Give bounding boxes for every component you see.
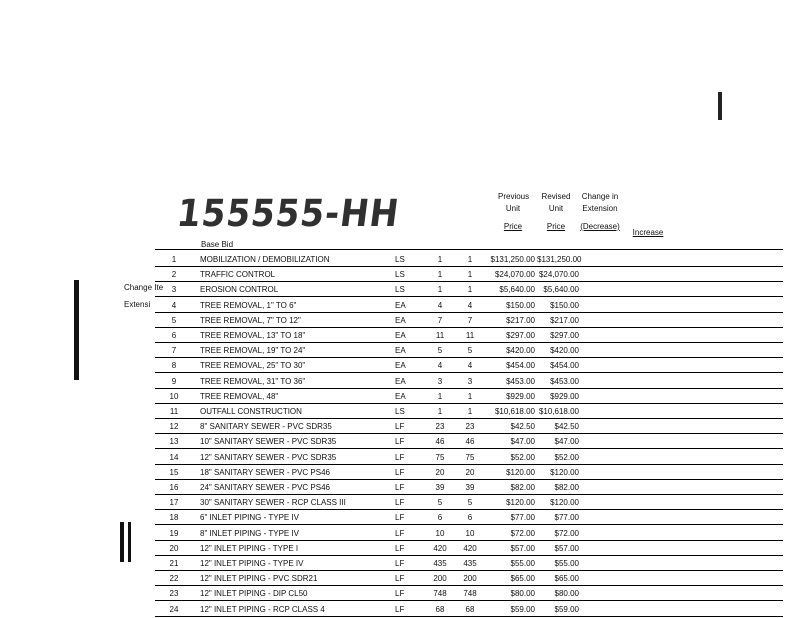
item-unit: EA: [395, 315, 406, 325]
item-description: TREE REMOVAL, 19" TO 24": [200, 346, 306, 356]
item-unit: EA: [395, 391, 406, 401]
item-quantity-revised: 46: [465, 437, 475, 447]
header-revised-unit-price: Revised Unit Price: [541, 192, 571, 231]
item-quantity-previous: 1: [437, 391, 443, 401]
item-number: 22: [169, 574, 179, 584]
item-revised-unit-price: $57.00: [554, 543, 579, 553]
item-previous-unit-price: $453.00: [506, 376, 535, 386]
item-description: TREE REMOVAL, 7" TO 12": [200, 315, 301, 325]
item-previous-unit-price: $77.00: [510, 513, 535, 523]
item-previous-unit-price: $80.00: [510, 589, 535, 599]
item-revised-unit-price: $24,070.00: [538, 270, 579, 280]
item-description: 18" SANITARY SEWER - PVC PS46: [200, 467, 330, 477]
item-number: 3: [171, 285, 177, 295]
header-rule: [155, 249, 783, 250]
item-quantity-previous: 420: [433, 543, 447, 553]
item-previous-unit-price: $57.00: [510, 543, 535, 553]
item-number: 20: [169, 543, 179, 553]
item-unit: LS: [395, 285, 405, 295]
item-number: 13: [169, 437, 179, 447]
item-revised-unit-price: $420.00: [550, 346, 579, 356]
item-number: 18: [169, 513, 179, 523]
item-number: 11: [169, 407, 179, 416]
item-number: 4: [171, 300, 177, 310]
row-rule: [155, 616, 783, 617]
item-unit: EA: [395, 346, 406, 356]
item-previous-unit-price: $420.00: [506, 346, 535, 356]
item-description: TREE REMOVAL, 1" TO 6": [200, 300, 297, 310]
side-label-change-item: Change Ite: [124, 283, 164, 292]
item-description: TRAFFIC CONTROL: [200, 270, 276, 280]
item-quantity-previous: 6: [437, 513, 443, 523]
header-change-in-extension: Change in Extension (Decrease): [580, 192, 620, 231]
item-quantity-previous: 5: [437, 346, 443, 356]
item-unit: LF: [395, 422, 405, 432]
item-description: 12" INLET PIPING - TYPE I: [200, 543, 299, 553]
item-unit: LF: [395, 559, 405, 568]
item-previous-unit-price: $5,640.00: [499, 285, 535, 295]
item-previous-unit-price: $55.00: [510, 559, 535, 568]
item-previous-unit-price: $10,618.00: [494, 407, 535, 416]
base-bid-label: Base Bid: [201, 240, 234, 249]
item-previous-unit-price: $59.00: [510, 604, 535, 614]
item-number: 6: [171, 331, 177, 340]
item-quantity-revised: 11: [465, 331, 475, 340]
item-number: 24: [169, 604, 179, 614]
item-revised-unit-price: $47.00: [554, 437, 579, 447]
item-quantity-revised: 10: [465, 528, 475, 538]
item-revised-unit-price: $929.00: [550, 391, 579, 401]
item-quantity-previous: 1: [437, 270, 443, 280]
item-quantity-previous: 4: [437, 300, 443, 310]
item-revised-unit-price: $10,618.00: [538, 407, 579, 416]
item-revised-unit-price: $5,640.00: [543, 285, 579, 295]
item-description: MOBILIZATION / DEMOBILIZATION: [200, 255, 330, 264]
item-number: 19: [169, 528, 179, 538]
header-increase: Increase: [632, 228, 664, 237]
item-number: 15: [169, 467, 179, 477]
item-unit: LF: [395, 467, 405, 477]
item-quantity-previous: 1: [437, 285, 443, 295]
redacted-title: 155555-HH: [174, 192, 402, 236]
item-previous-unit-price: $297.00: [506, 331, 535, 340]
item-description: EROSION CONTROL: [200, 285, 279, 295]
item-number: 10: [169, 391, 179, 401]
item-revised-unit-price: $131,250.00: [537, 255, 582, 264]
item-quantity-previous: 1: [437, 255, 443, 264]
item-previous-unit-price: $24,070.00: [494, 270, 535, 280]
item-revised-unit-price: $454.00: [550, 361, 579, 371]
item-revised-unit-price: $120.00: [550, 498, 579, 508]
item-revised-unit-price: $120.00: [550, 467, 579, 477]
item-unit: LF: [395, 543, 405, 553]
item-unit: EA: [395, 300, 406, 310]
item-revised-unit-price: $150.00: [550, 300, 579, 310]
item-number: 7: [171, 346, 177, 356]
item-revised-unit-price: $72.00: [554, 528, 579, 538]
item-description: TREE REMOVAL, 25" TO 30": [200, 361, 306, 371]
item-unit: EA: [395, 331, 406, 340]
item-quantity-previous: 68: [435, 604, 445, 614]
side-label-extension: Extensi: [124, 300, 151, 309]
item-number: 17: [169, 498, 179, 508]
item-description: 12" SANITARY SEWER - PVC SDR35: [200, 452, 337, 462]
scan-artifact-mark: [718, 92, 722, 120]
item-quantity-previous: 11: [435, 331, 445, 340]
header-previous-unit-price: Previous Unit Price: [498, 192, 530, 231]
item-description: OUTFALL CONSTRUCTION: [200, 407, 302, 416]
item-previous-unit-price: $454.00: [506, 361, 535, 371]
item-unit: LF: [395, 528, 405, 538]
item-quantity-revised: 23: [465, 422, 475, 432]
item-quantity-previous: 4: [437, 361, 443, 371]
item-previous-unit-price: $42.50: [510, 422, 535, 432]
item-previous-unit-price: $72.00: [510, 528, 535, 538]
item-unit: LF: [395, 513, 405, 523]
scan-artifact-bar: [128, 522, 131, 562]
item-description: 6" INLET PIPING - TYPE IV: [200, 513, 300, 523]
item-quantity-revised: 5: [467, 498, 473, 508]
item-number: 16: [169, 483, 179, 492]
item-unit: LF: [395, 483, 405, 492]
item-quantity-revised: 435: [463, 559, 477, 568]
item-quantity-previous: 23: [435, 422, 445, 432]
item-quantity-previous: 200: [433, 574, 447, 584]
item-description: TREE REMOVAL, 48": [200, 391, 279, 401]
item-quantity-previous: 3: [437, 376, 443, 386]
item-number: 14: [169, 452, 179, 462]
item-description: 30" SANITARY SEWER - RCP CLASS III: [200, 498, 346, 508]
item-revised-unit-price: $55.00: [554, 559, 579, 568]
item-previous-unit-price: $150.00: [506, 300, 535, 310]
scan-artifact-bar: [74, 280, 79, 380]
item-description: 8" INLET PIPING - TYPE IV: [200, 528, 300, 538]
item-unit: LF: [395, 498, 405, 508]
item-quantity-revised: 420: [463, 543, 477, 553]
item-revised-unit-price: $42.50: [554, 422, 579, 432]
item-quantity-previous: 75: [435, 452, 445, 462]
item-quantity-revised: 3: [467, 376, 473, 386]
item-number: 8: [171, 361, 177, 371]
item-unit: LS: [395, 255, 405, 264]
item-revised-unit-price: $77.00: [554, 513, 579, 523]
item-unit: LF: [395, 589, 405, 599]
item-previous-unit-price: $47.00: [510, 437, 535, 447]
item-previous-unit-price: $120.00: [506, 498, 535, 508]
item-previous-unit-price: $929.00: [506, 391, 535, 401]
item-previous-unit-price: $82.00: [510, 483, 535, 492]
item-number: 9: [171, 376, 177, 386]
item-description: TREE REMOVAL, 13" TO 18": [200, 331, 306, 340]
item-quantity-revised: 68: [465, 604, 475, 614]
item-unit: EA: [395, 376, 406, 386]
item-quantity-revised: 1: [467, 270, 473, 280]
item-quantity-revised: 75: [465, 452, 475, 462]
item-unit: EA: [395, 361, 406, 371]
item-unit: LS: [395, 407, 405, 416]
scan-artifact-bar: [120, 522, 124, 562]
item-quantity-previous: 748: [433, 589, 447, 599]
item-quantity-revised: 4: [467, 361, 473, 371]
item-quantity-previous: 1: [437, 407, 443, 416]
item-quantity-previous: 39: [435, 483, 445, 492]
item-number: 12: [169, 422, 179, 432]
item-unit: LF: [395, 604, 405, 614]
item-previous-unit-price: $65.00: [510, 574, 535, 584]
item-unit: LF: [395, 452, 405, 462]
item-revised-unit-price: $453.00: [550, 376, 579, 386]
item-description: 10" SANITARY SEWER - PVC SDR35: [200, 437, 337, 447]
item-quantity-revised: 39: [465, 483, 475, 492]
item-revised-unit-price: $65.00: [554, 574, 579, 584]
item-revised-unit-price: $80.00: [554, 589, 579, 599]
item-quantity-revised: 20: [465, 467, 475, 477]
item-number: 1: [171, 255, 177, 264]
item-revised-unit-price: $52.00: [554, 452, 579, 462]
item-quantity-previous: 5: [437, 498, 443, 508]
item-previous-unit-price: $52.00: [510, 452, 535, 462]
item-quantity-revised: 1: [467, 391, 473, 401]
item-quantity-revised: 1: [467, 407, 473, 416]
item-description: 12" INLET PIPING - PVC SDR21: [200, 574, 318, 584]
item-number: 23: [169, 589, 179, 599]
item-number: 21: [169, 559, 179, 568]
item-quantity-previous: 7: [437, 315, 443, 325]
item-previous-unit-price: $131,250.00: [490, 255, 535, 264]
item-number: 2: [171, 270, 177, 280]
item-description: 12" INLET PIPING - DIP CL50: [200, 589, 308, 599]
item-quantity-revised: 748: [463, 589, 477, 599]
item-revised-unit-price: $217.00: [550, 315, 579, 325]
item-quantity-revised: 1: [467, 285, 473, 295]
item-quantity-revised: 200: [463, 574, 477, 584]
item-description: 8" SANITARY SEWER - PVC SDR35: [200, 422, 332, 432]
item-description: TREE REMOVAL, 31" TO 36": [200, 376, 306, 386]
item-quantity-revised: 7: [467, 315, 473, 325]
item-quantity-revised: 5: [467, 346, 473, 356]
item-quantity-revised: 1: [467, 255, 473, 264]
item-quantity-revised: 6: [467, 513, 473, 523]
item-description: 12" INLET PIPING - TYPE IV: [200, 559, 304, 568]
item-number: 5: [171, 315, 177, 325]
item-quantity-previous: 20: [435, 467, 445, 477]
item-quantity-previous: 46: [435, 437, 445, 447]
item-quantity-revised: 4: [467, 300, 473, 310]
item-previous-unit-price: $217.00: [506, 315, 535, 325]
item-unit: LF: [395, 574, 405, 584]
item-unit: LF: [395, 437, 405, 447]
item-revised-unit-price: $59.00: [554, 604, 579, 614]
item-quantity-previous: 435: [433, 559, 447, 568]
item-description: 24" SANITARY SEWER - PVC PS46: [200, 483, 330, 492]
item-description: 12" INLET PIPING - RCP CLASS 4: [200, 604, 325, 614]
item-previous-unit-price: $120.00: [506, 467, 535, 477]
item-revised-unit-price: $297.00: [550, 331, 579, 340]
item-revised-unit-price: $82.00: [554, 483, 579, 492]
item-quantity-previous: 10: [435, 528, 445, 538]
item-unit: LS: [395, 270, 405, 280]
